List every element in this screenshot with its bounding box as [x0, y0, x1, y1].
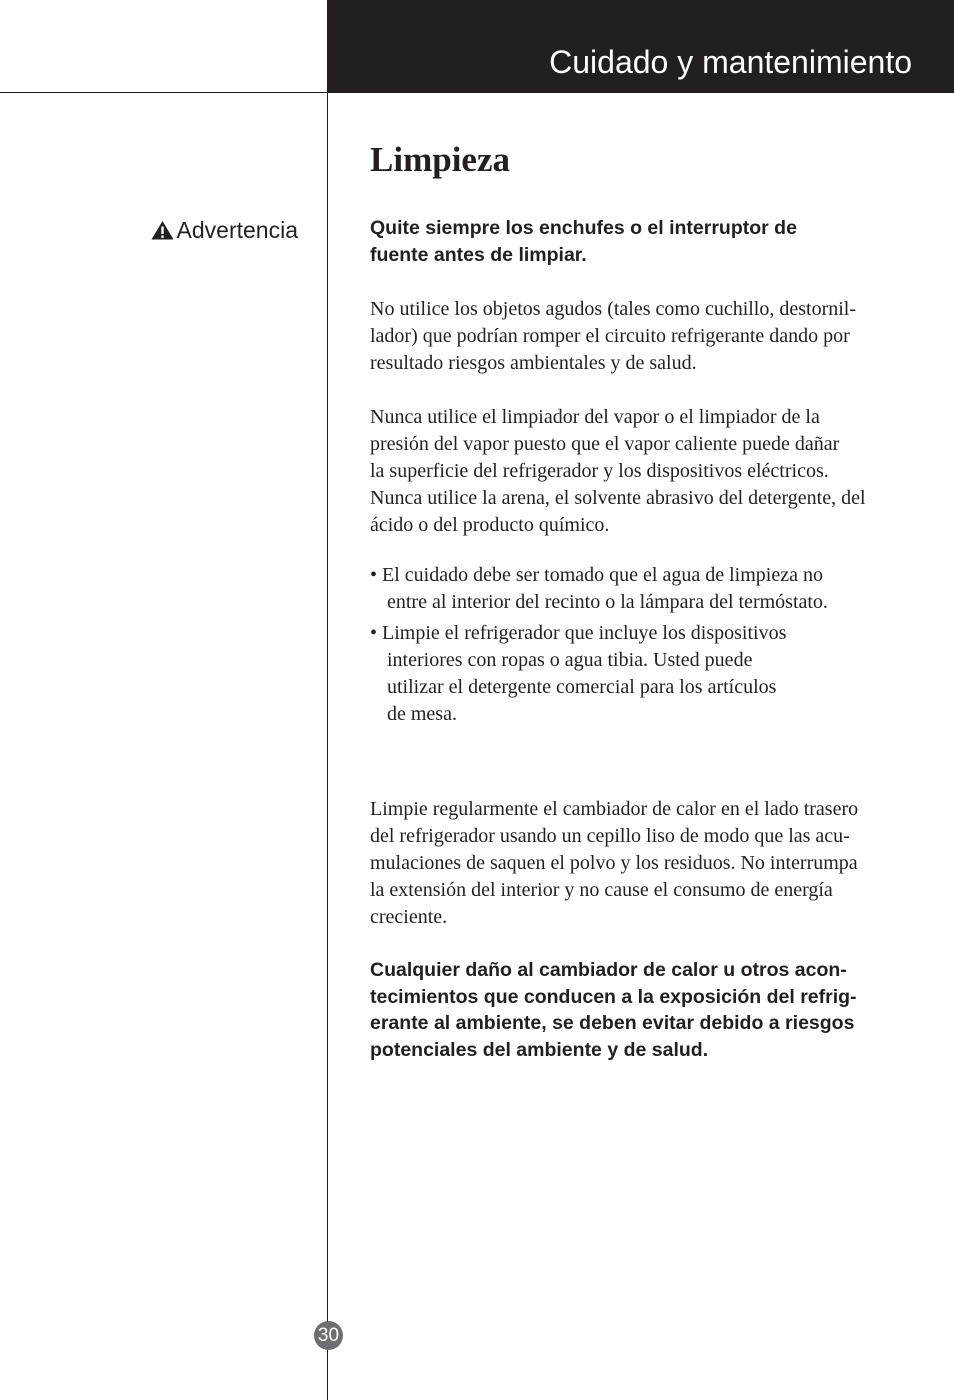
steam-cleaner-paragraph	[370, 404, 945, 539]
text-line: utilizar el detergente comercial para los artículos	[387, 676, 777, 698]
heat-exchanger-paragraph	[370, 796, 945, 931]
text-line: la extensión del interior y no cause el consumo de energía	[370, 879, 833, 901]
text-line: ácido o del producto químico.	[370, 514, 610, 536]
text-line: lador) que podrían romper el circuito refrigerante dando por	[370, 325, 850, 347]
header-title: Cuidado y mantenimiento	[549, 44, 912, 80]
list-item	[370, 562, 945, 616]
sharp-objects-paragraph	[370, 296, 945, 377]
main-content	[370, 139, 940, 181]
vertical-divider	[327, 93, 328, 1400]
page-number: 30	[314, 1321, 343, 1350]
header-bar	[327, 0, 954, 93]
text-line: fuente antes de limpiar.	[370, 243, 587, 266]
text-line: • El cuidado debe ser tomado que el agua de limpieza no	[370, 564, 823, 586]
text-line: Limpie regularmente el cambiador de calor en el lado trasero	[370, 798, 859, 820]
text-line: Quite siempre los enchufes o el interruptor de	[370, 217, 797, 239]
list-item	[370, 620, 945, 728]
text-line: del refrigerador usando un cepillo liso de modo que las acu-	[370, 825, 850, 847]
section-title: Limpieza	[370, 140, 510, 179]
text-line: la superficie del refrigerador y los dispositivos eléctricos.	[370, 460, 829, 482]
bullet-list	[370, 562, 945, 732]
text-line: presión del vapor puesto que el vapor caliente puede dañar	[370, 433, 840, 455]
warning-label	[151, 216, 298, 244]
damage-warning-paragraph	[370, 957, 945, 1063]
warning-icon	[151, 220, 174, 240]
warning-text: Advertencia	[176, 217, 298, 243]
text-line: resultado riesgos ambientales y de salud.	[370, 352, 697, 374]
text-line: Cualquier daño al cambiador de calor u otros acon-	[370, 959, 847, 981]
text-line: entre al interior del recinto o la lámpara del termóstato.	[387, 591, 828, 613]
text-line: • Limpie el refrigerador que incluye los dispositivos	[370, 622, 787, 644]
text-line: tecimientos que conducen a la exposición del refrig-	[370, 985, 857, 1008]
unplug-instruction	[370, 215, 945, 268]
text-line: mulaciones de saquen el polvo y los residuos. No interrumpa	[370, 852, 858, 874]
text-line: Nunca utilice el limpiador del vapor o el limpiador de la	[370, 406, 820, 428]
header-rule	[0, 92, 327, 93]
text-line: de mesa.	[387, 703, 457, 725]
text-line: Nunca utilice la arena, el solvente abrasivo del detergente, del	[370, 487, 866, 509]
text-line: creciente.	[370, 906, 448, 928]
text-line: No utilice los objetos agudos (tales como cuchillo, destornil-	[370, 298, 857, 320]
text-line: interiores con ropas o agua tibia. Usted puede	[387, 649, 753, 671]
text-line: erante al ambiente, se deben evitar debido a riesgos	[370, 1012, 855, 1034]
text-line: potenciales del ambiente y de salud.	[370, 1038, 709, 1061]
